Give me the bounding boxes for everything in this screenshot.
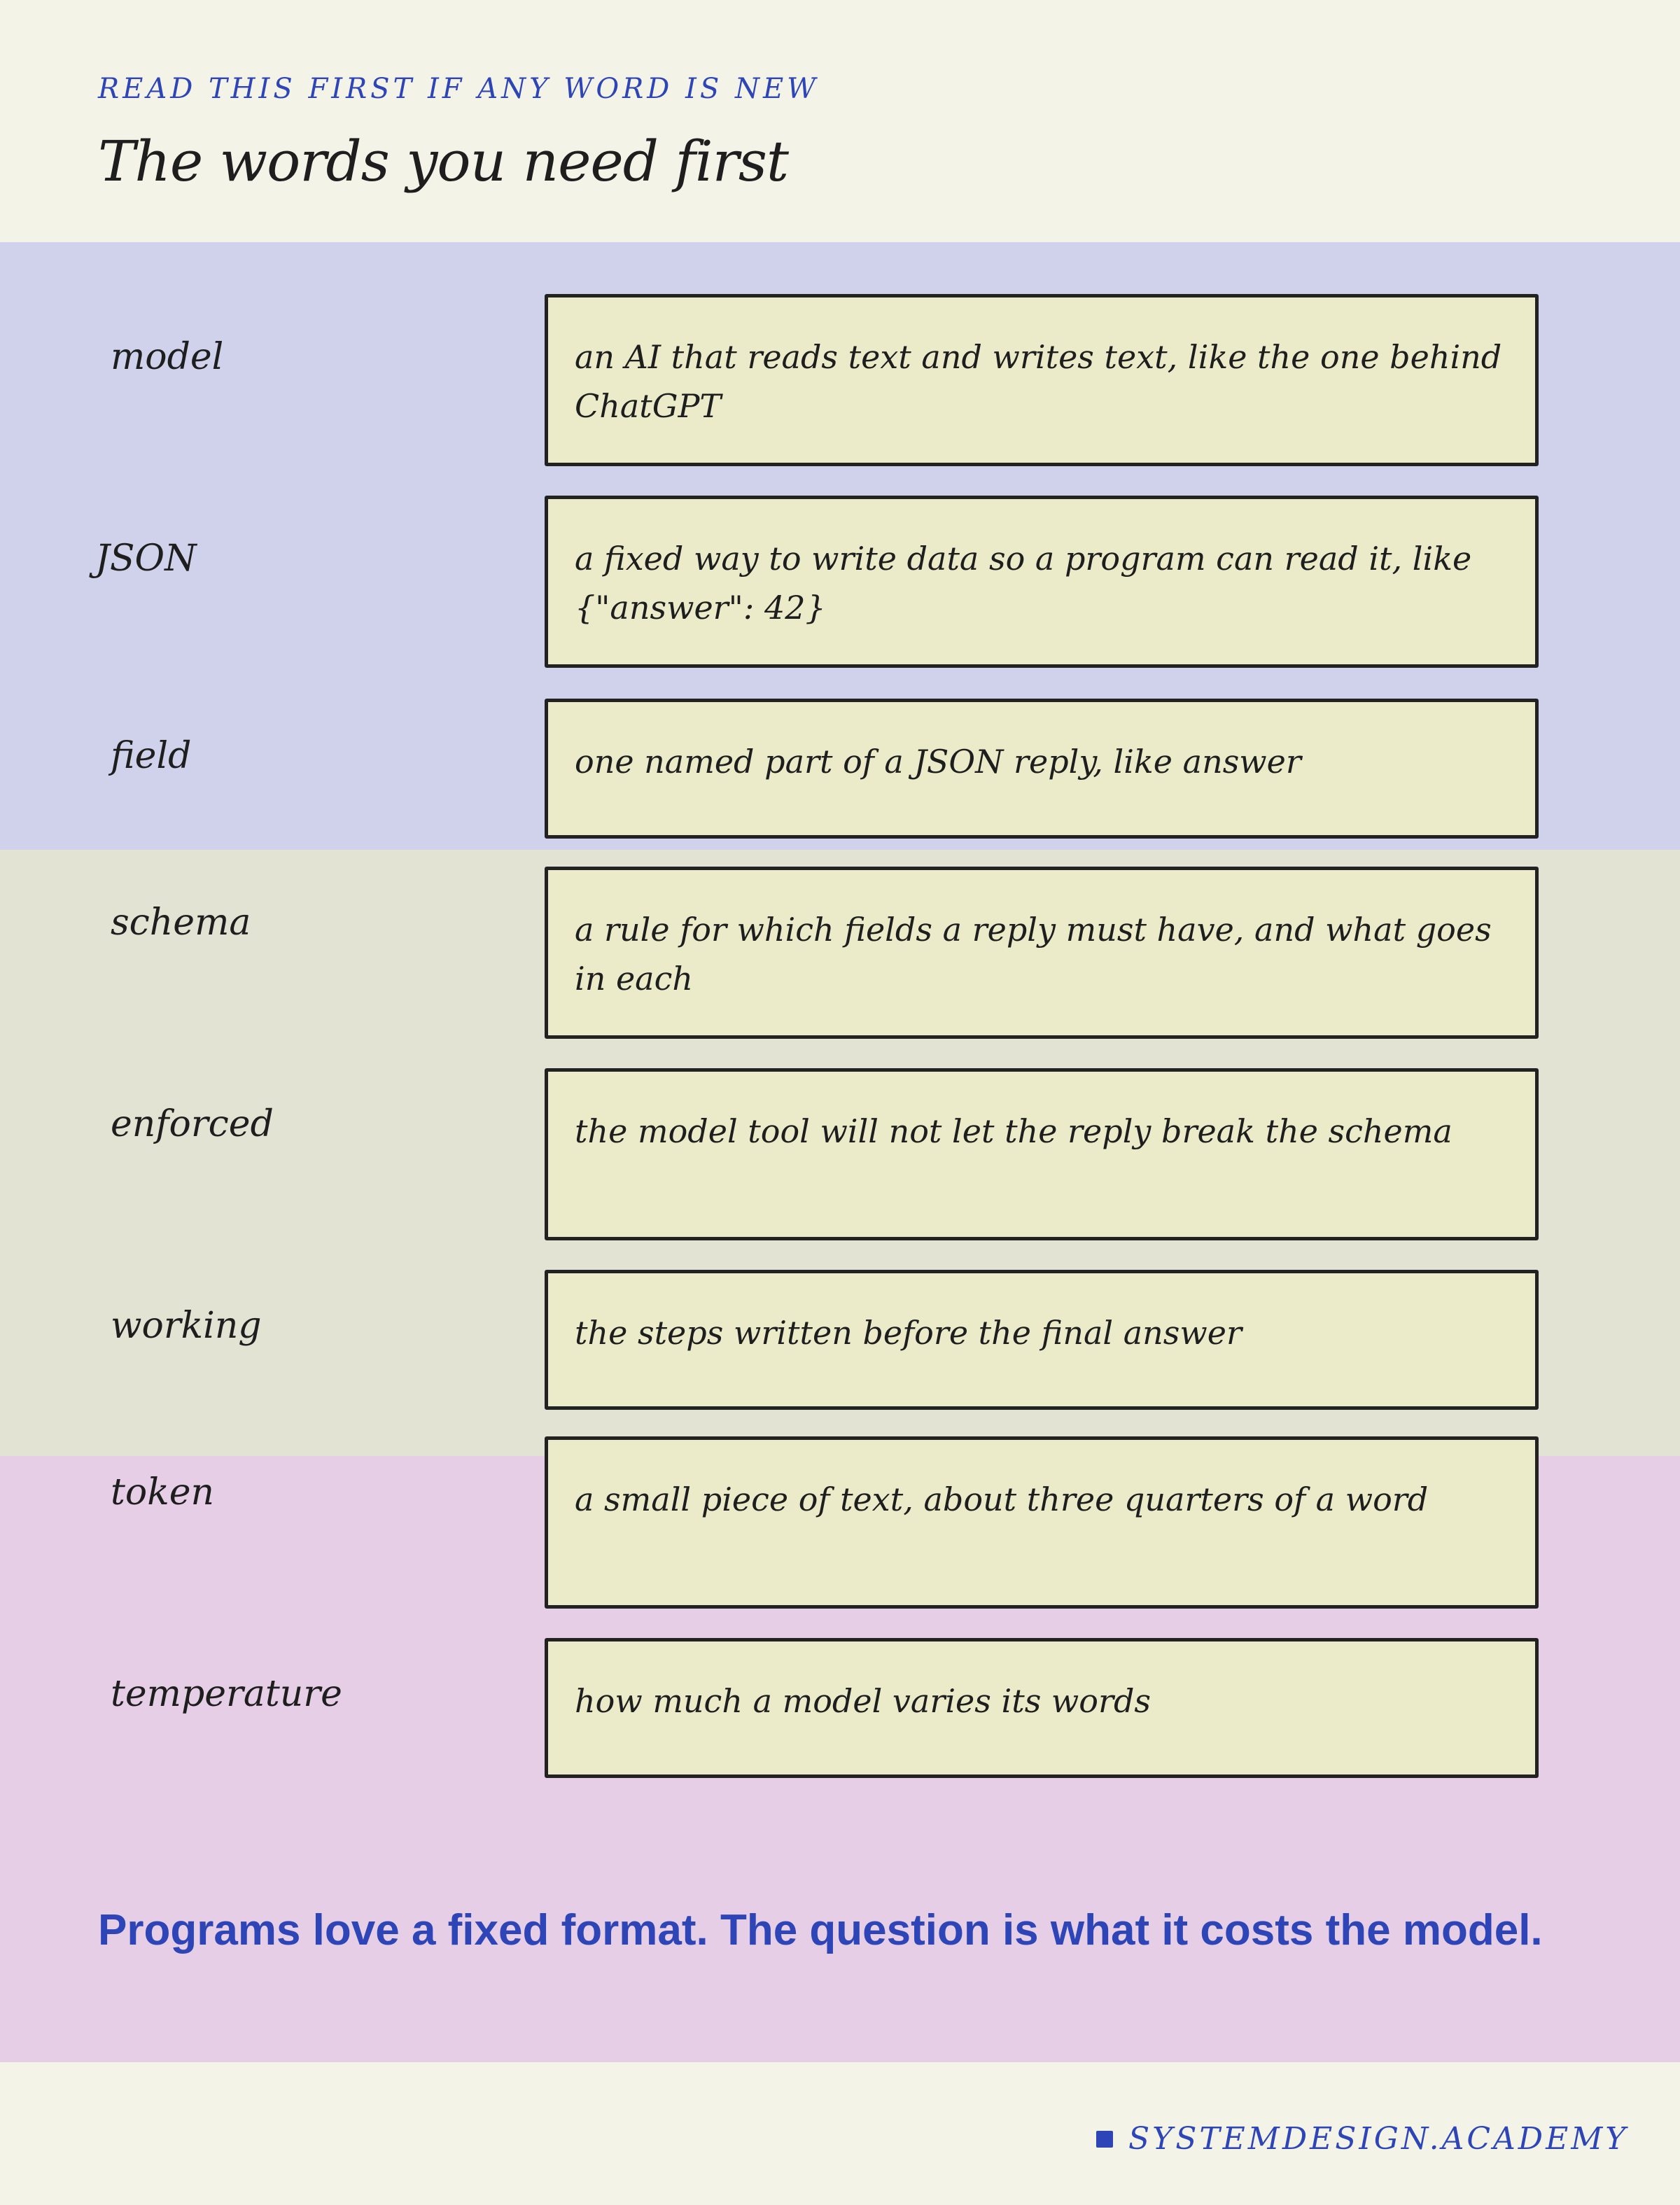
glossary-row-schema	[0, 867, 1680, 1042]
header	[0, 0, 1680, 242]
definition-text: the model tool will not let the reply break the schema	[575, 1112, 1452, 1150]
definition-card	[545, 294, 1539, 466]
term-label: temperature	[111, 1673, 342, 1715]
definition-card	[545, 1270, 1539, 1410]
term-label: enforced	[111, 1103, 274, 1145]
closing-statement: Programs love a fixed format. The question is what it costs the model.	[98, 1906, 1543, 1954]
definition-card	[545, 496, 1539, 668]
glossary-row-field	[0, 699, 1680, 874]
definition-card	[545, 1068, 1539, 1240]
term-label: schema	[111, 902, 251, 944]
definition-text: one named part of a JSON reply, like answer	[575, 743, 1301, 780]
definition-text: a fixed way to write data so a program can read it, like {"answer": 42}	[575, 540, 1472, 626]
brand-link[interactable]	[1096, 2121, 1628, 2157]
glossary-row-model	[0, 294, 1680, 469]
definition-text: a rule for which fields a reply must have, and what goes in each	[575, 911, 1492, 997]
term-label: token	[111, 1471, 214, 1513]
definition-card	[545, 699, 1539, 839]
glossary-row-enforced	[0, 1068, 1680, 1243]
eyebrow-label: READ THIS FIRST IF ANY WORD IS NEW	[98, 73, 820, 105]
definition-text: the steps written before the final answer	[575, 1314, 1242, 1352]
glossary-row-json	[0, 496, 1680, 671]
square-icon	[1096, 2131, 1113, 2148]
term-label: field	[111, 735, 192, 777]
term-label: model	[111, 336, 224, 378]
term-label: working	[111, 1305, 262, 1347]
term-label: JSON	[95, 538, 197, 580]
glossary-row-working	[0, 1270, 1680, 1445]
glossary-row-temperature	[0, 1638, 1680, 1813]
definition-card	[545, 1436, 1539, 1609]
definition-text: a small piece of text, about three quarters of a word	[575, 1480, 1429, 1518]
page-title: The words you need first	[98, 129, 789, 194]
definition-text: how much a model varies its words	[575, 1682, 1152, 1720]
definition-card	[545, 1638, 1539, 1778]
definition-text: an AI that reads text and writes text, like the one behind ChatGPT	[575, 338, 1502, 425]
definition-card	[545, 867, 1539, 1039]
brand-label: SYSTEMDESIGN.ACADEMY	[1128, 2121, 1629, 2157]
glossary-row-token	[0, 1436, 1680, 1611]
